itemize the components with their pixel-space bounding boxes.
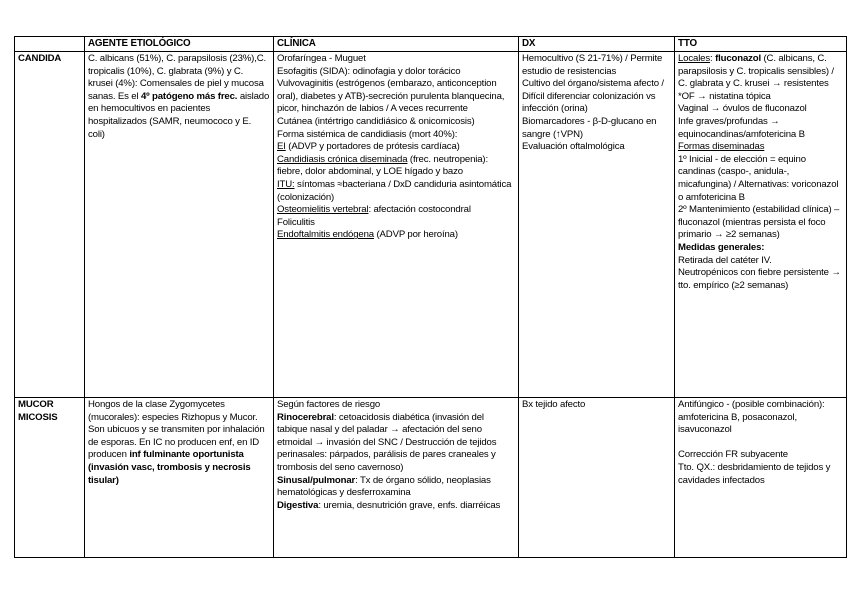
row-mucor (15, 398, 847, 558)
mucor-agente: Hongos de la clase Zygomycetes (mucorales): especies Rizhopus y Mucor. Son ubicuos y se transmiten por inhalación de esporas. En IC no producen enf, en ID producen inf fulminante oportunista (invasión vasc, trombosis y necrosis tisular) (85, 398, 274, 558)
header-row (15, 37, 847, 52)
header-agente: AGENTE ETIOLÓGICO (85, 37, 274, 52)
candida-dx: Hemocultivo (S 21-71%) / Permite estudio de resistencias Cultivo del órgano/sistema afecto / Difícil diferenciar colonización vs infección (orina) Biomarcadores - β-D-glucano en sangre (↑VPN) Evaluación oftalmológica (519, 52, 675, 398)
mucor-tto: Antifúngico - (posible combinación): amfotericina B, posaconazol, isavuconazol Corrección FR subyacente Tto. QX.: desbridamiento de tejidos y cavidades infectados (675, 398, 847, 558)
header-empty (15, 37, 85, 52)
summary-table (14, 36, 847, 558)
candida-tto: Locales: fluconazol (C. albicans, C. parapsilosis y C. tropicalis sensibles) / C. glabrata y C. krusei → resistentes *OF → nistatina tópica Vaginal → óvulos de fluconazol Infe graves/profundas → equinocandinas/amfotericina B Formas diseminadas 1º Inicial - de elección = equino candinas (caspo-, anidula-, micafungina) / Alternativas: voriconazol o amfotericina B 2º Mantenimiento (estabilidad clínica) – fluconazol (mientras persista el foco primario → ≥2 semanas) Medidas generales: Retirada del catéter IV. Neutropénicos con fiebre persistente → tto. empírico (≥2 semanas) (675, 52, 847, 398)
mucor-dx: Bx tejido afecto (519, 398, 675, 558)
header-tto: TTO (675, 37, 847, 52)
mucor-clinica: Según factores de riesgo Rinocerebral: cetoacidosis diabética (invasión del tabique nasal y del paladar → afectación del seno etmoidal → invasión del SNC / Destrucción de tejidos perinasales: párpados, parálisis de pares craneales y trombosis del seno cavernoso) Sinusal/pulmonar: Tx de órgano sólido, neoplasias hematológicas y desferroxamina Digestiva: uremia, desnutrición grave, enfs. diarréicas (274, 398, 519, 558)
row-candida (15, 52, 847, 398)
header-clinica: CLÍNICA (274, 37, 519, 52)
candida-clinica: Orofaríngea - Muguet Esofagitis (SIDA): odinofagia y dolor torácico Vulvovaginitis (estrógenos (embarazo, anticonception oral), diabetes y ATB)-secreción purulenta blanquecina, picor, hinchazón de labios / A veces recurrente Cutánea (intértrigo candidiásico & onicomicosis) Forma sistémica de candidiasis (mort 40%): EI (ADVP y portadores de prótesis cardíaca) Candidiasis crónica diseminada (frec. neutropenia): fiebre, dolor abdominal, y LOE hígado y bazo ITU: síntomas ≈bacteriana / DxD candiduria asintomática (colonización) Osteomielitis vertebral: afectación costocondral Foliculitis Endoftalmitis endógena (ADVP por heroína) (274, 52, 519, 398)
row-label-mucor: MUCOR MICOSIS (15, 398, 85, 558)
row-label-candida: CANDIDA (15, 52, 85, 398)
header-dx: DX (519, 37, 675, 52)
candida-agente: C. albicans (51%), C. parapsilosis (23%),C. tropicalis (10%), C. glabrata (9%) y C. krusei (4%): Comensales de piel y mucosa sanas. Es el 4º patógeno más frec. aislado en hemocultivos en pacientes hospitalizados (SAMR, neumococo y E. coli) (85, 52, 274, 398)
